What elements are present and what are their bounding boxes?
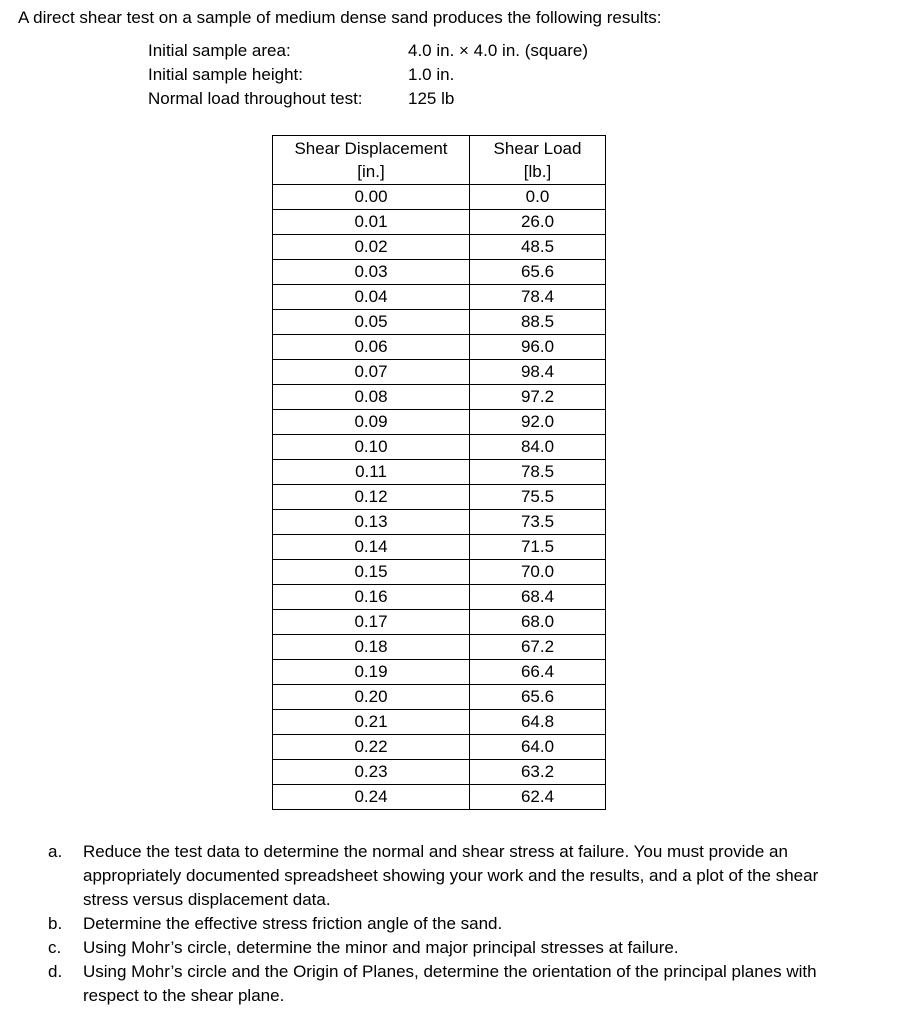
shear-load-cell: 64.0 bbox=[470, 735, 606, 760]
question-item bbox=[48, 936, 858, 960]
question-text: Reduce the test data to determine the normal and shear stress at failure. You must provide an appropriately documented spreadsheet showing your work and the results, and a plot of the shear stress versus displacement data. bbox=[83, 842, 819, 909]
table-row bbox=[273, 610, 606, 635]
question-letter: b. bbox=[48, 914, 63, 933]
shear-load-cell: 66.4 bbox=[470, 660, 606, 685]
table-row bbox=[273, 185, 606, 210]
table-row bbox=[273, 335, 606, 360]
displacement-cell: 0.21 bbox=[273, 710, 470, 735]
param-label: Initial sample height: bbox=[148, 65, 303, 84]
shear-load-cell: 62.4 bbox=[470, 785, 606, 810]
displacement-cell: 0.23 bbox=[273, 760, 470, 785]
shear-load-cell: 73.5 bbox=[470, 510, 606, 535]
table-row bbox=[273, 435, 606, 460]
displacement-cell: 0.12 bbox=[273, 485, 470, 510]
question-item bbox=[48, 912, 858, 936]
table-row bbox=[273, 385, 606, 410]
table-row bbox=[273, 310, 606, 335]
question-list bbox=[48, 840, 858, 1008]
shear-load-cell: 96.0 bbox=[470, 335, 606, 360]
displacement-cell: 0.24 bbox=[273, 785, 470, 810]
shear-load-cell: 98.4 bbox=[470, 360, 606, 385]
displacement-cell: 0.13 bbox=[273, 510, 470, 535]
shear-load-cell: 64.8 bbox=[470, 710, 606, 735]
shear-test-data-table bbox=[272, 135, 606, 810]
displacement-cell: 0.18 bbox=[273, 635, 470, 660]
displacement-cell: 0.11 bbox=[273, 460, 470, 485]
displacement-cell: 0.22 bbox=[273, 735, 470, 760]
question-text: Determine the effective stress friction angle of the sand. bbox=[83, 914, 503, 933]
table-row bbox=[273, 510, 606, 535]
question-letter: c. bbox=[48, 938, 62, 957]
table-body bbox=[273, 185, 606, 810]
param-label: Initial sample area: bbox=[148, 41, 291, 60]
displacement-cell: 0.16 bbox=[273, 585, 470, 610]
question-item bbox=[48, 960, 858, 1008]
shear-load-cell: 92.0 bbox=[470, 410, 606, 435]
table-row bbox=[273, 260, 606, 285]
displacement-cell: 0.20 bbox=[273, 685, 470, 710]
displacement-cell: 0.15 bbox=[273, 560, 470, 585]
table-row bbox=[273, 635, 606, 660]
table-row bbox=[273, 460, 606, 485]
shear-load-cell: 71.5 bbox=[470, 535, 606, 560]
displacement-cell: 0.17 bbox=[273, 610, 470, 635]
displacement-cell: 0.08 bbox=[273, 385, 470, 410]
shear-load-cell: 63.2 bbox=[470, 760, 606, 785]
param-label: Normal load throughout test: bbox=[148, 89, 363, 108]
displacement-cell: 0.03 bbox=[273, 260, 470, 285]
table-row bbox=[273, 660, 606, 685]
column-header-name: Shear Displacement bbox=[294, 139, 448, 158]
shear-load-cell: 84.0 bbox=[470, 435, 606, 460]
column-header-unit: [in.] bbox=[357, 162, 385, 181]
question-item bbox=[48, 840, 858, 912]
table-row bbox=[273, 410, 606, 435]
shear-load-cell: 75.5 bbox=[470, 485, 606, 510]
shear-load-cell: 65.6 bbox=[470, 685, 606, 710]
column-header-name: Shear Load bbox=[493, 139, 582, 158]
displacement-cell: 0.07 bbox=[273, 360, 470, 385]
displacement-cell: 0.19 bbox=[273, 660, 470, 685]
question-letter: d. bbox=[48, 962, 63, 981]
table-row bbox=[273, 235, 606, 260]
table-row bbox=[273, 360, 606, 385]
table-row bbox=[273, 735, 606, 760]
displacement-cell: 0.14 bbox=[273, 535, 470, 560]
param-value: 4.0 in. × 4.0 in. (square) bbox=[408, 41, 589, 60]
question-text: Using Mohr’s circle and the Origin of Planes, determine the orientation of the principal planes with respect to the shear plane. bbox=[83, 962, 817, 1005]
displacement-cell: 0.04 bbox=[273, 285, 470, 310]
displacement-cell: 0.05 bbox=[273, 310, 470, 335]
displacement-cell: 0.01 bbox=[273, 210, 470, 235]
shear-load-cell: 88.5 bbox=[470, 310, 606, 335]
displacement-cell: 0.02 bbox=[273, 235, 470, 260]
table-row bbox=[273, 760, 606, 785]
shear-load-cell: 78.4 bbox=[470, 285, 606, 310]
shear-load-cell: 78.5 bbox=[470, 460, 606, 485]
param-value: 125 lb bbox=[408, 89, 455, 108]
table-row bbox=[273, 585, 606, 610]
shear-load-cell: 97.2 bbox=[470, 385, 606, 410]
shear-load-cell: 0.0 bbox=[470, 185, 606, 210]
displacement-cell: 0.09 bbox=[273, 410, 470, 435]
shear-load-cell: 68.4 bbox=[470, 585, 606, 610]
column-header-displacement bbox=[273, 136, 470, 185]
displacement-cell: 0.00 bbox=[273, 185, 470, 210]
question-text: Using Mohr’s circle, determine the minor and major principal stresses at failure. bbox=[83, 938, 679, 957]
problem-intro: A direct shear test on a sample of medium dense sand produces the following results: bbox=[18, 8, 662, 27]
displacement-cell: 0.06 bbox=[273, 335, 470, 360]
question-letter: a. bbox=[48, 842, 63, 861]
table-row bbox=[273, 485, 606, 510]
table-row bbox=[273, 710, 606, 735]
shear-load-cell: 70.0 bbox=[470, 560, 606, 585]
table-row bbox=[273, 785, 606, 810]
table-row bbox=[273, 685, 606, 710]
displacement-cell: 0.10 bbox=[273, 435, 470, 460]
table-row bbox=[273, 285, 606, 310]
table-row bbox=[273, 210, 606, 235]
shear-load-cell: 68.0 bbox=[470, 610, 606, 635]
table-header-row bbox=[273, 136, 606, 185]
table-row bbox=[273, 560, 606, 585]
shear-load-cell: 26.0 bbox=[470, 210, 606, 235]
shear-load-cell: 65.6 bbox=[470, 260, 606, 285]
column-header-unit: [lb.] bbox=[523, 162, 552, 181]
param-value: 1.0 in. bbox=[408, 65, 455, 84]
table-row bbox=[273, 535, 606, 560]
shear-load-cell: 48.5 bbox=[470, 235, 606, 260]
shear-load-cell: 67.2 bbox=[470, 635, 606, 660]
column-header-shear-load bbox=[470, 136, 606, 185]
